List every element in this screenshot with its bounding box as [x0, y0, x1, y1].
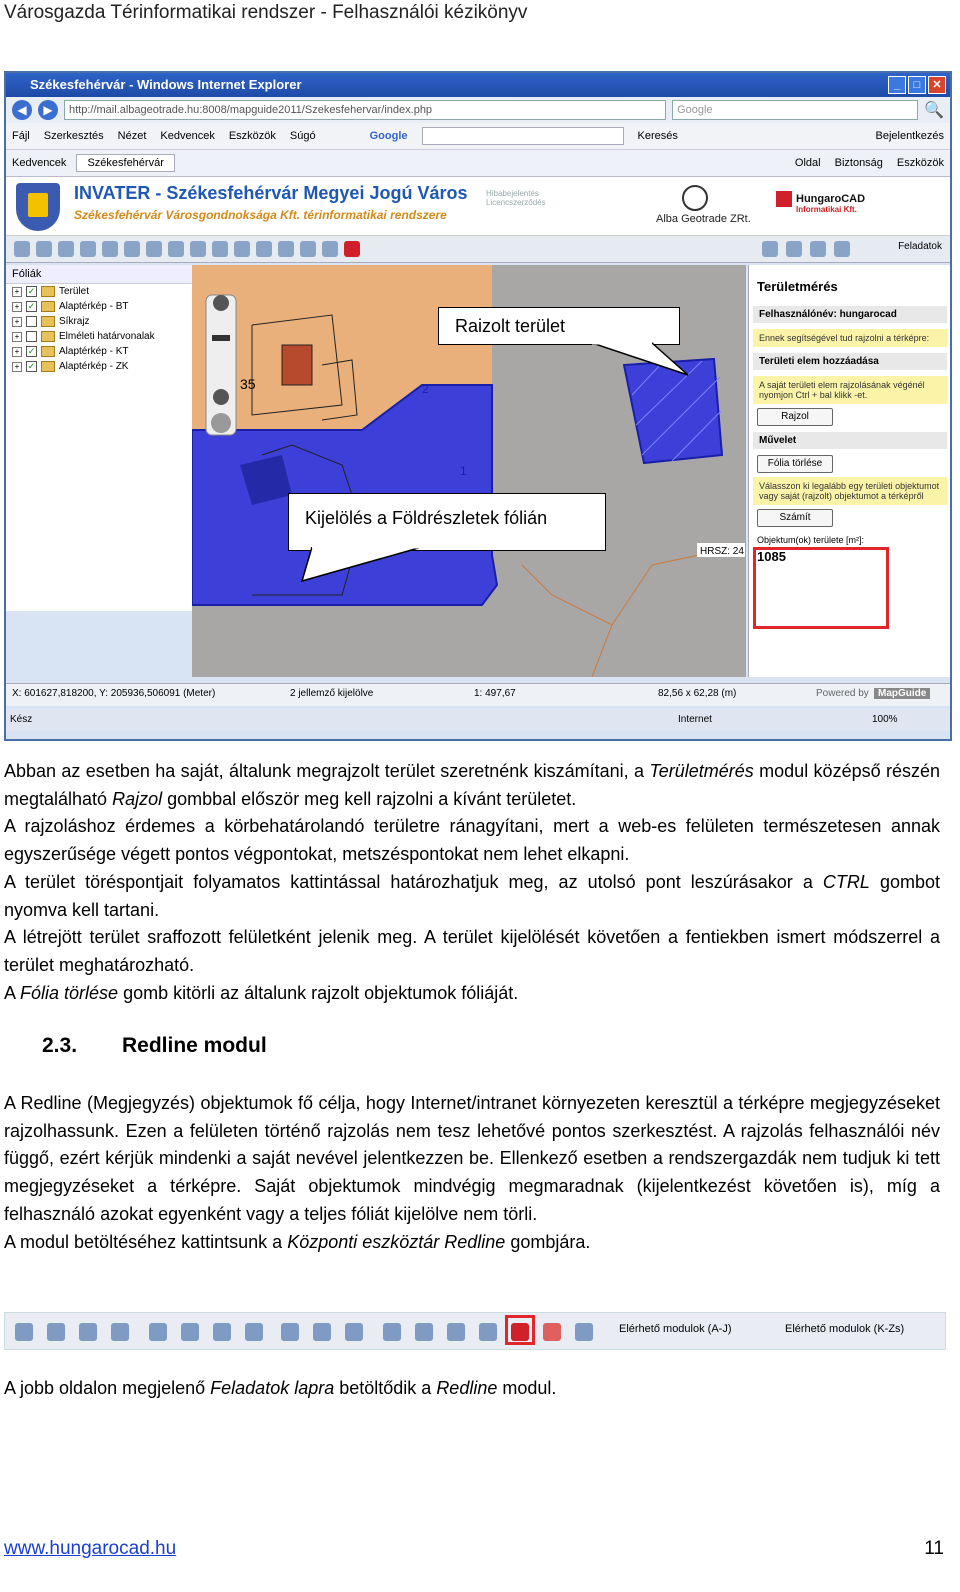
text-run: gombot nyomva kell tartani. — [4, 871, 940, 920]
text-run: A — [4, 982, 21, 1003]
menu-favorites[interactable]: Kedvencek — [160, 130, 215, 142]
folder-icon — [41, 346, 55, 357]
ie-zone: Internet — [678, 714, 712, 725]
favorites-button[interactable]: Kedvencek — [12, 157, 67, 169]
panel-section-add: Területi elem hozzáadása — [753, 353, 947, 370]
paragraph — [4, 758, 940, 813]
zoom-plus-icon[interactable] — [213, 295, 229, 311]
calculate-button[interactable]: Számít — [757, 509, 833, 527]
login-button[interactable]: Bejelentkezés — [875, 130, 944, 142]
redline-pen-icon[interactable] — [344, 241, 360, 257]
section-title: Redline modul — [122, 1034, 267, 1057]
zoom-icon[interactable] — [47, 1323, 65, 1341]
layer-checkbox[interactable] — [26, 316, 37, 327]
app-banner — [6, 177, 950, 236]
app-title: INVATER - Székesfehérvár Megyei Jogú Város — [74, 183, 468, 203]
paragraph — [4, 1375, 940, 1403]
text-run: A létrejött terület sraffozott felületként jelenik meg. A terület kijelölését követően a fentiekben ismert módszerrel a terület meghatározható. — [4, 927, 940, 975]
favorites-bar — [6, 150, 950, 177]
section-number: 2.3. — [42, 1034, 78, 1057]
print-icon[interactable] — [15, 1323, 33, 1341]
zoom-handle[interactable] — [212, 335, 230, 341]
callout-selection-text: Kijelölés a Földrészletek fólián — [305, 508, 548, 528]
layer-checkbox[interactable]: ✓ — [27, 346, 36, 356]
folder-icon — [41, 286, 55, 297]
google-toolbar-input[interactable] — [422, 127, 624, 145]
paragraph — [4, 980, 940, 1008]
parcel-number-2: 2 — [422, 382, 429, 396]
text-run: gombbal először meg kell rajzolni a kívánt területet. — [162, 788, 577, 809]
layer-label: Alaptérkép - BT — [59, 301, 129, 312]
layer-checkbox[interactable]: ✓ — [27, 301, 36, 311]
layer-row[interactable] — [6, 329, 192, 344]
browser-tab[interactable]: Székesfehérvár — [76, 154, 174, 172]
powered-by-label: Powered by — [816, 688, 869, 699]
panel-section-operation: Művelet — [753, 432, 947, 449]
pdf-icon[interactable] — [543, 1323, 561, 1341]
measure-icon[interactable] — [313, 1323, 331, 1341]
emphasized-text: Feladatok lapra — [210, 1378, 335, 1398]
embedded-browser-screenshot — [4, 71, 952, 741]
alba-geotrade-label: Alba Geotrade ZRt. — [656, 213, 751, 225]
map-statusbar — [6, 683, 950, 706]
pan-arrows-icon[interactable] — [211, 413, 231, 433]
layer-checkbox[interactable]: ✓ — [27, 286, 36, 296]
central-toolbar-image — [4, 1312, 946, 1350]
menu-help[interactable]: Súgó — [289, 130, 316, 142]
clear-layer-button[interactable]: Fólia törlése — [757, 455, 833, 473]
app-body — [6, 265, 950, 611]
expand-icon[interactable]: + — [12, 362, 22, 372]
parcel-number-35: 35 — [240, 376, 256, 392]
menu-file[interactable]: Fájl — [12, 130, 30, 142]
layer-label: Alaptérkép - KT — [59, 346, 129, 357]
clear-icon[interactable] — [300, 241, 316, 257]
hrsz-label: HRSZ: 24 — [700, 546, 744, 557]
body-paragraphs-2 — [4, 1090, 940, 1256]
pan-icon[interactable] — [168, 241, 184, 257]
ruler-icon[interactable] — [383, 1323, 401, 1341]
callout-drawn-pointer — [592, 341, 702, 381]
ie-menu-tools[interactable]: Eszközök — [896, 157, 944, 169]
body-paragraphs-3 — [4, 1375, 940, 1403]
expand-icon[interactable]: + — [12, 332, 22, 342]
folder-icon — [41, 316, 55, 327]
back-icon[interactable]: ◀ — [12, 100, 32, 120]
filter-icon[interactable] — [479, 1323, 497, 1341]
select-icon[interactable] — [281, 1323, 299, 1341]
text-run: Abban az esetben ha saját, általunk megrajzolt terület szeretnénk kiszámítani, a — [4, 761, 650, 781]
callout-selection-pointer — [292, 547, 432, 587]
zoom-icon[interactable] — [36, 241, 52, 257]
text-run: gombjára. — [505, 1231, 591, 1252]
text-run: gomb kitörli az általunk rajzolt objektumok fóliáját. — [118, 982, 519, 1003]
url-field[interactable]: http://mail.albageotrade.hu:8008/mapguide2011/Szekesfehervar/index.php — [64, 100, 666, 120]
layer-label: Síkrajz — [59, 316, 90, 327]
panel-hint-1: Ennek segítségével tud rajzolni a térképre: — [753, 329, 947, 347]
zoom-extent-icon[interactable] — [111, 1323, 129, 1341]
forward-arrow-icon[interactable] — [834, 241, 850, 257]
zoom-extent-icon[interactable] — [80, 241, 96, 257]
zoom-selection-icon[interactable] — [102, 241, 118, 257]
paragraph — [4, 869, 940, 924]
layer-label: Alaptérkép - ZK — [59, 361, 129, 372]
menu-tools[interactable]: Eszközök — [228, 130, 276, 142]
map-toolbar — [6, 236, 950, 263]
building — [282, 345, 312, 385]
parcel-number-1: 1 — [460, 464, 467, 478]
window-title: Székesfehérvár - Windows Internet Explorer — [30, 77, 302, 92]
print-icon[interactable] — [14, 241, 30, 257]
measure-icon[interactable] — [212, 241, 228, 257]
folder-icon — [41, 301, 55, 312]
layer-row[interactable] — [6, 284, 192, 299]
panel-hint-3: Válasszon ki legalább egy területi objektumot vagy saját (rajzolt) objektumot a térképről — [753, 477, 947, 505]
panel-hint-2: A saját területi elem rajzolásának végénél nyomjon Ctrl + bal klikk -et. — [753, 376, 947, 404]
hungarocad-logo-icon — [776, 191, 792, 207]
paragraph — [4, 1090, 940, 1229]
select-icon[interactable] — [190, 241, 206, 257]
emphasized-text: Redline — [436, 1378, 498, 1398]
draw-button[interactable]: Rajzol — [757, 408, 833, 426]
panel-icon[interactable] — [762, 241, 778, 257]
emphasized-text: Fólia törlése — [20, 982, 119, 1003]
text-run: A terület töréspontjait folyamatos kattintással határozhatjuk meg, az utolsó pont leszúrásakor a — [4, 871, 823, 892]
paragraph — [4, 924, 940, 979]
ie-statusbar — [6, 709, 950, 731]
folder-icon — [41, 331, 55, 342]
coords-readout: X: 601627,818200, Y: 205936,506091 (Meter) — [12, 688, 216, 699]
callout-drawn-area — [438, 307, 680, 345]
google-search-button[interactable]: Keresés — [637, 130, 678, 142]
panel-title: Területmérés — [757, 279, 838, 294]
maximize-button[interactable]: □ — [908, 76, 926, 94]
highlight-frame — [753, 547, 889, 629]
close-button[interactable]: ✕ — [928, 76, 946, 94]
hungarocad-label — [796, 193, 865, 214]
settings-icon[interactable] — [786, 241, 802, 257]
zoom-in-icon[interactable] — [124, 241, 140, 257]
layer-list — [6, 284, 192, 374]
ie-menu-safety[interactable]: Biztonság — [834, 157, 883, 169]
google-search-field[interactable]: Google — [672, 100, 918, 120]
emphasized-text: Területmérés — [649, 761, 754, 781]
forward-icon[interactable]: ▶ — [38, 100, 58, 120]
hungarocad-sub: Informatikai Kft. — [796, 205, 857, 214]
layers-title: Fóliák — [6, 265, 192, 284]
text-run: A jobb oldalon megjelenő — [4, 1378, 211, 1398]
modules-k-zs-dropdown[interactable]: Elérhető modulok (K-Zs) — [785, 1323, 905, 1335]
settings-icon[interactable] — [575, 1323, 593, 1341]
expand-icon[interactable]: + — [12, 287, 22, 297]
text-run: betöltődik a — [334, 1378, 437, 1398]
tasks-dropdown[interactable]: Feladatok — [898, 241, 942, 252]
paragraph — [4, 1229, 940, 1257]
zoom-selection-icon[interactable] — [149, 1323, 167, 1341]
emphasized-text: CTRL — [822, 871, 870, 892]
zoom-out-icon[interactable] — [213, 1323, 231, 1341]
mapguide-logo: MapGuide — [874, 688, 930, 699]
callout-drawn-text: Raizolt terület — [455, 316, 566, 336]
text-run: A rajzoláshoz érdemes a körbehatárolandó területre ránagyítani, mert a web-es felületen természetesen annak egyszerűsége végett pontos végpontokat, metszéspontokat nem lehet elkapni. — [4, 816, 940, 865]
menu-bar — [6, 123, 950, 150]
footer-website-link[interactable]: www.hungarocad.hu — [4, 1538, 177, 1559]
menu-view[interactable]: Nézet — [117, 130, 147, 142]
layer-checkbox[interactable]: ✓ — [27, 361, 36, 371]
zoom-in-icon[interactable] — [181, 1323, 199, 1341]
page-number: 11 — [924, 1538, 944, 1559]
menu-edit[interactable]: Szerkesztés — [43, 130, 104, 142]
map-size-readout: 82,56 x 62,28 (m) — [658, 688, 737, 699]
banner-links[interactable]: Hibabejelentés Licencszerződés — [486, 189, 546, 207]
buffer-icon[interactable] — [345, 1323, 363, 1341]
layer-row[interactable] — [6, 299, 192, 314]
address-bar — [6, 97, 950, 123]
filter-icon[interactable] — [322, 241, 338, 257]
folder-icon — [41, 361, 55, 372]
selection-count: 2 jellemző kijelölve — [290, 688, 374, 699]
layer-row[interactable] — [6, 314, 192, 329]
back-arrow-icon[interactable] — [810, 241, 826, 257]
panel-user: Felhasználónév: hungarocad — [753, 306, 947, 323]
refresh-icon[interactable] — [278, 241, 294, 257]
layers-panel — [6, 265, 193, 611]
text-run: modul középső részén megtalálható — [4, 761, 940, 809]
section-heading — [42, 1034, 267, 1058]
window-titlebar — [6, 73, 950, 97]
layer-label: Elméleti határvonalak — [59, 331, 155, 342]
document-header: Városgazda Térinformatikai rendszer - Felhasználói kézikönyv — [4, 2, 528, 23]
clear-icon[interactable] — [415, 1323, 433, 1341]
ie-ready-status: Kész — [10, 714, 33, 725]
scale-readout: 1: 497,67 — [474, 688, 516, 699]
emphasized-text: Központi eszköztár Redline — [287, 1231, 506, 1252]
text-run: A modul betöltéséhez kattintsunk a — [4, 1231, 288, 1252]
area-label: Objektum(ok) területe [m²]: — [757, 535, 865, 545]
text-run: modul. — [497, 1378, 557, 1398]
layer-label: Terület — [59, 286, 90, 297]
redline-highlight-frame — [505, 1315, 535, 1345]
callout-selection — [288, 493, 606, 551]
city-crest-icon — [16, 183, 60, 231]
expand-icon[interactable]: + — [12, 302, 22, 312]
modules-a-j-dropdown[interactable]: Elérhető modulok (A-J) — [619, 1323, 732, 1335]
map-view[interactable] — [192, 265, 746, 677]
google-toolbar-logo: Google — [369, 130, 408, 142]
minimize-button[interactable]: _ — [888, 76, 906, 94]
emphasized-text: Rajzol — [112, 788, 163, 809]
zoom-area-icon[interactable] — [58, 241, 74, 257]
area-value: 1085 — [757, 549, 786, 564]
body-paragraphs-1 — [4, 758, 940, 1007]
pan-icon[interactable] — [245, 1323, 263, 1341]
hungarocad-name: HungaroCAD — [796, 193, 866, 205]
text-run: A Redline (Megjegyzés) objektumok fő célja, hogy Internet/intranet környezeten keresztül a térképre megjegyzéseket rajzolhassunk. Ezen a felületen történő rajzolás nem tesz lehetővé pontos szerkesztést. A rajzolás felhasználói név függő, ezért kérjük mindenki a saját nevével jelentkezzen be. Ellenkező esetben a rendszergazdák nem tudjuk ki tett megjegyzéseket a térképre. Saját objektumok mindvégig megmaradnak (kijelentkezést követően is), míg a felhasználó azokat egyenként vagy a teljes fóliát kijelölve nem törli. — [4, 1093, 940, 1224]
ie-menu-page[interactable]: Oldal — [794, 157, 821, 169]
layer-row[interactable] — [6, 344, 192, 359]
refresh-icon[interactable] — [447, 1323, 465, 1341]
area-measure-panel — [748, 265, 951, 677]
alba-logo-icon — [682, 185, 708, 211]
layer-row[interactable] — [6, 359, 192, 374]
layer-checkbox[interactable] — [26, 331, 37, 342]
ruler-icon[interactable] — [256, 241, 272, 257]
zoom-out-icon[interactable] — [146, 241, 162, 257]
expand-icon[interactable]: + — [12, 317, 22, 327]
app-subtitle: Székesfehérvár Városgondnoksága Kft. térinformatikai rendszere — [74, 208, 447, 222]
search-icon[interactable]: 🔍 — [924, 102, 944, 119]
buffer-icon[interactable] — [234, 241, 250, 257]
zoom-area-icon[interactable] — [79, 1323, 97, 1341]
zoom-minus-icon[interactable] — [213, 389, 229, 405]
expand-icon[interactable]: + — [12, 347, 22, 357]
ie-zoom[interactable]: 100% — [872, 714, 898, 725]
paragraph — [4, 813, 940, 868]
